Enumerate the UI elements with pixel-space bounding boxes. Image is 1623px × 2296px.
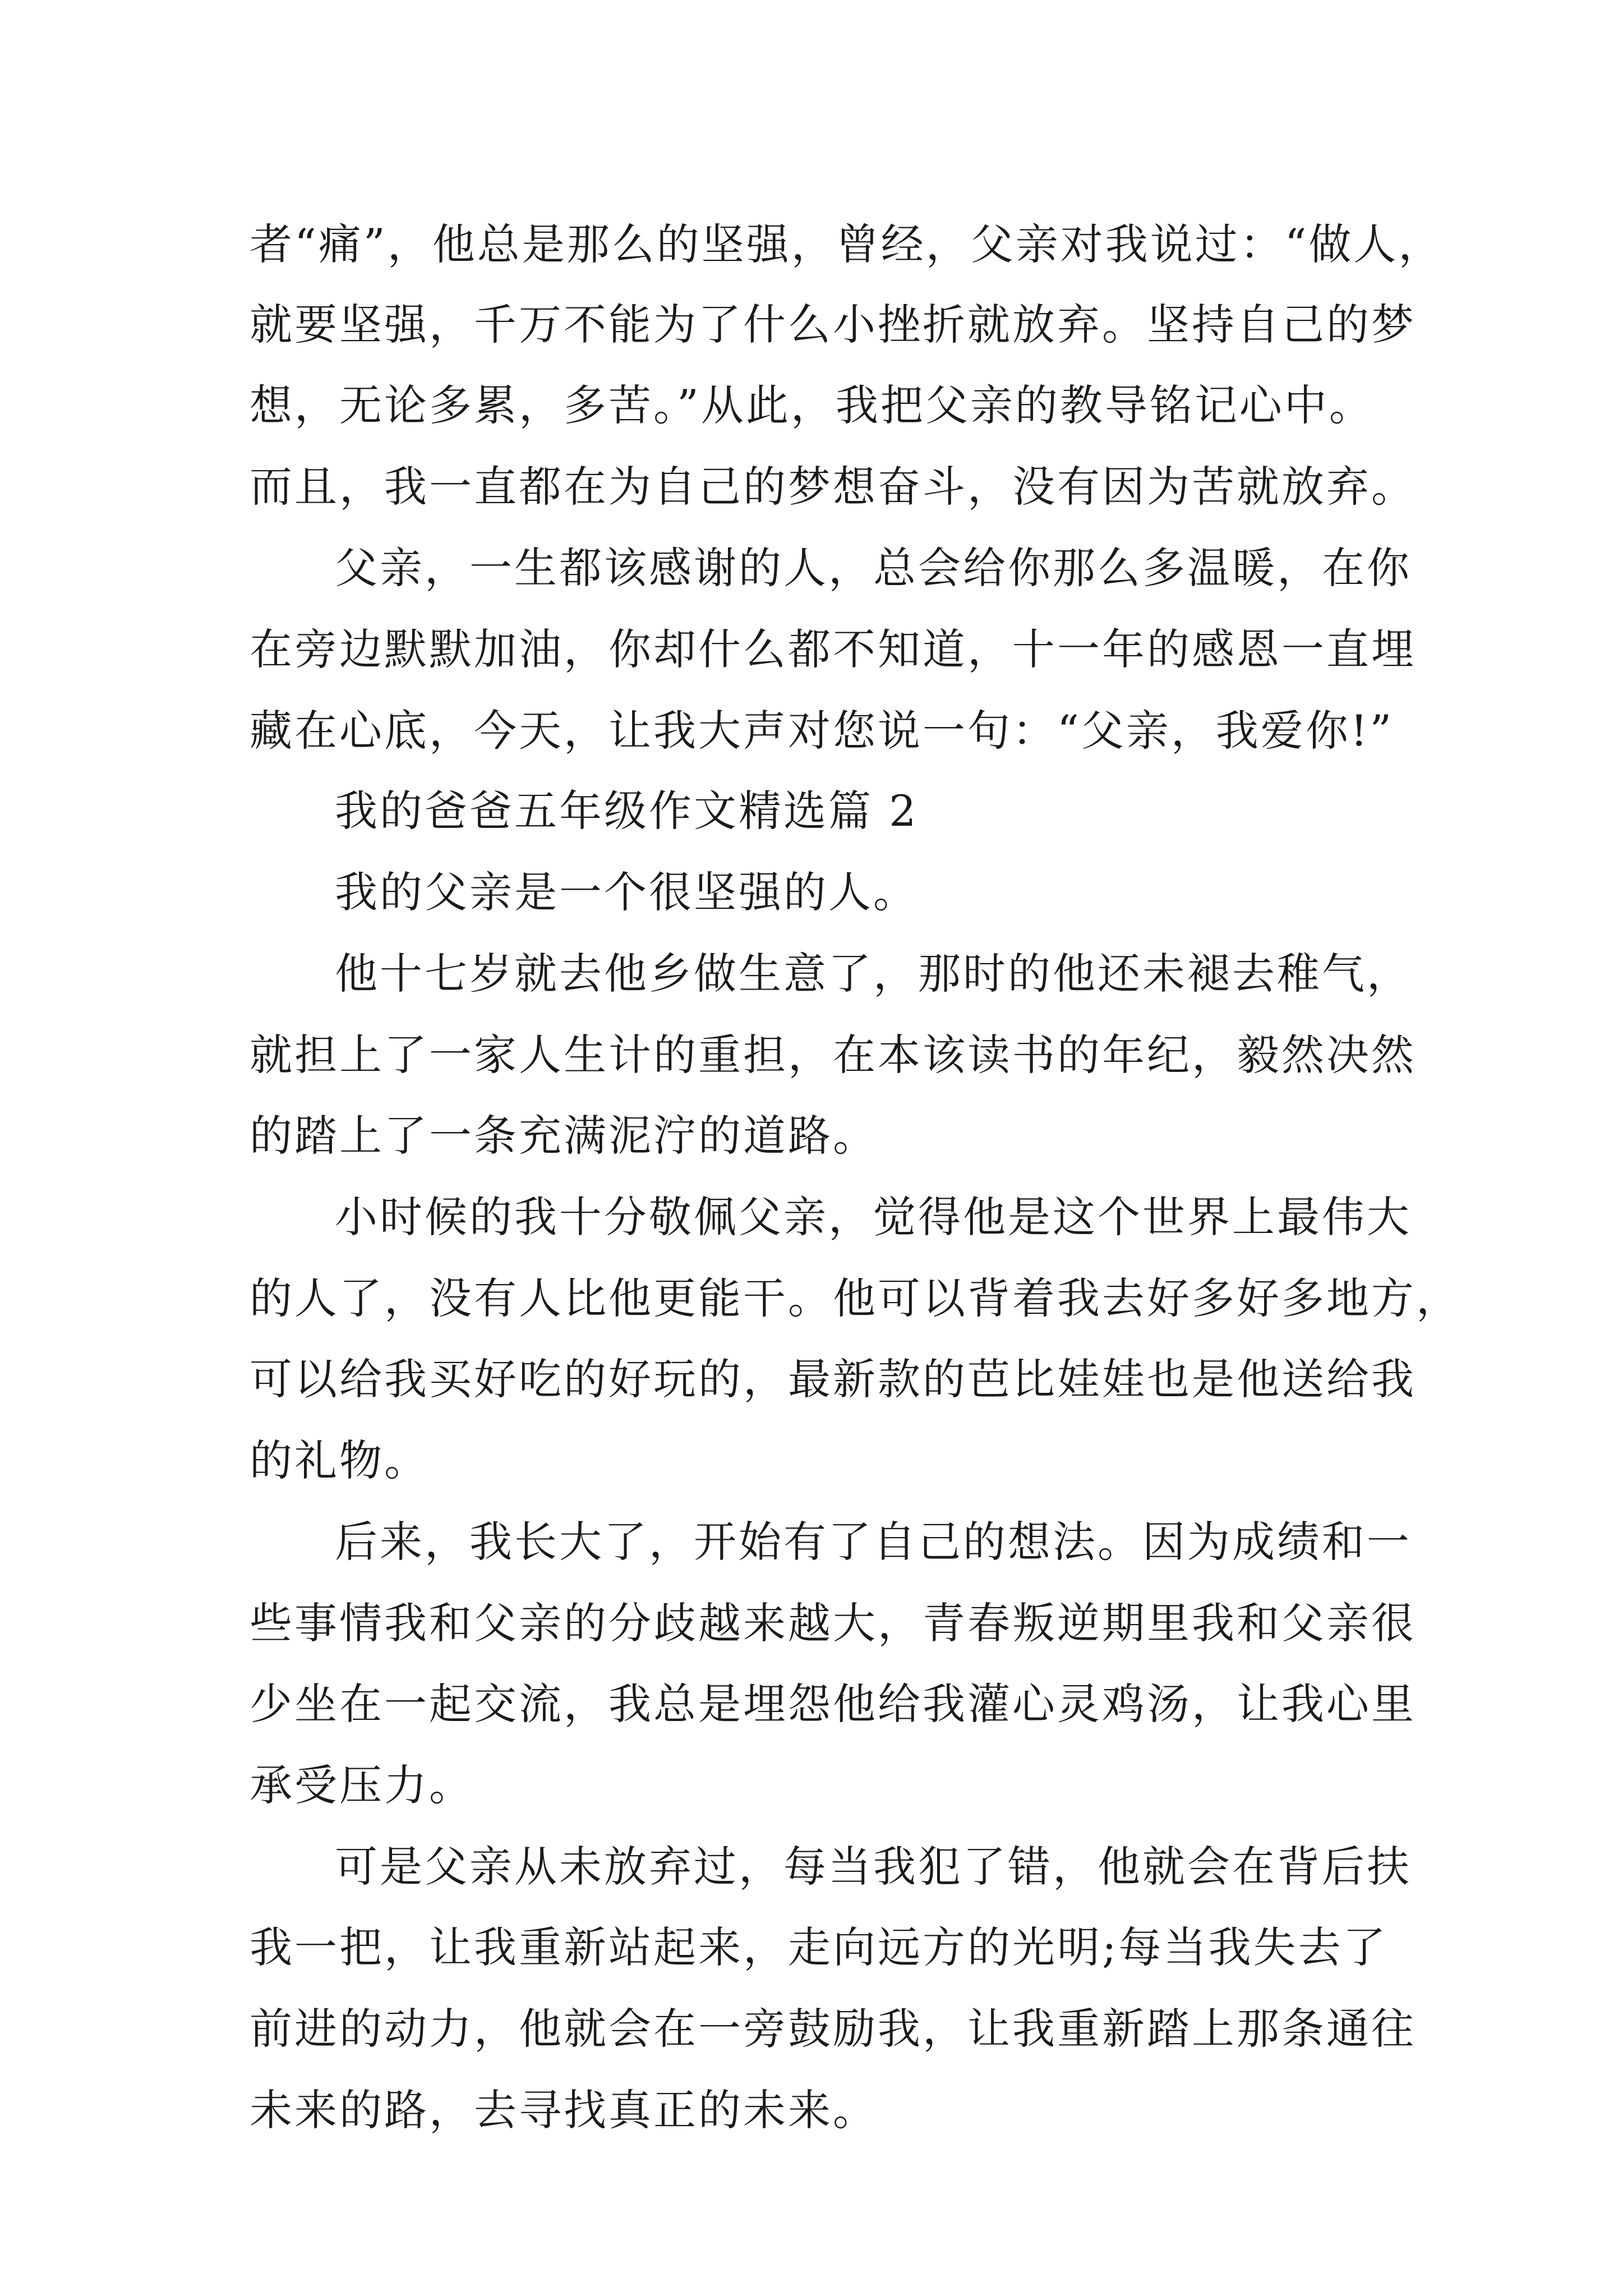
text-line: 的礼物。 bbox=[250, 1435, 429, 1485]
text-line: 后来，我长大了，开始有了自己的想法。因为成绩和一 bbox=[335, 1517, 1412, 1567]
text-line: 就担上了一家人生计的重担，在本该读书的年纪，毅然决然 bbox=[250, 1030, 1416, 1080]
text-line: 而且，我一直都在为自己的梦想奋斗，没有因为苦就放弃。 bbox=[250, 462, 1416, 512]
text-line: 未来的路，去寻找真正的未来。 bbox=[250, 2085, 878, 2135]
text-line: 前进的动力，他就会在一旁鼓励我，让我重新踏上那条通往 bbox=[250, 2004, 1416, 2054]
text-line: 藏在心底，今天，让我大声对您说一句：“父亲，我爱你!” bbox=[250, 706, 1394, 756]
text-line: 承受压力。 bbox=[250, 1760, 474, 1810]
text-line: 就要坚强，千万不能为了什么小挫折就放弃。坚持自己的梦 bbox=[250, 300, 1416, 349]
text-line: 他十七岁就去他乡做生意了，那时的他还未褪去稚气， bbox=[335, 949, 1412, 999]
text-line: 可是父亲从未放弃过，每当我犯了错，他就会在背后扶 bbox=[335, 1842, 1412, 1892]
text-line: 者“痛”，他总是那么的坚强，曾经，父亲对我说过：“做人， bbox=[250, 219, 1444, 269]
text-line: 父亲，一生都该感谢的人，总会给你那么多温暖，在你 bbox=[335, 543, 1412, 593]
text-line: 的踏上了一条充满泥泞的道路。 bbox=[250, 1111, 878, 1161]
essay-title: 我的爸爸五年级作文精选篇 2 bbox=[335, 786, 919, 836]
text-line: 少坐在一起交流，我总是埋怨他给我灌心灵鸡汤，让我心里 bbox=[250, 1679, 1416, 1729]
text-line: 我的父亲是一个很坚强的人。 bbox=[335, 867, 918, 917]
text-line: 想，无论多累，多苦。”从此，我把父亲的教导铭记心中。 bbox=[250, 380, 1374, 430]
text-line: 些事情我和父亲的分歧越来越大，青春叛逆期里我和父亲很 bbox=[250, 1598, 1416, 1648]
text-line: 的人了，没有人比他更能干。他可以背着我去好多好多地方， bbox=[250, 1273, 1461, 1323]
text-line: 我一把，让我重新站起来，走向远方的光明;每当我失去了 bbox=[250, 1922, 1388, 1972]
text-line: 在旁边默默加油，你却什么都不知道，十一年的感恩一直埋 bbox=[250, 624, 1416, 674]
text-line: 可以给我买好吃的好玩的，最新款的芭比娃娃也是他送给我 bbox=[250, 1354, 1416, 1404]
text-line: 小时候的我十分敬佩父亲，觉得他是这个世界上最伟大 bbox=[335, 1192, 1412, 1242]
